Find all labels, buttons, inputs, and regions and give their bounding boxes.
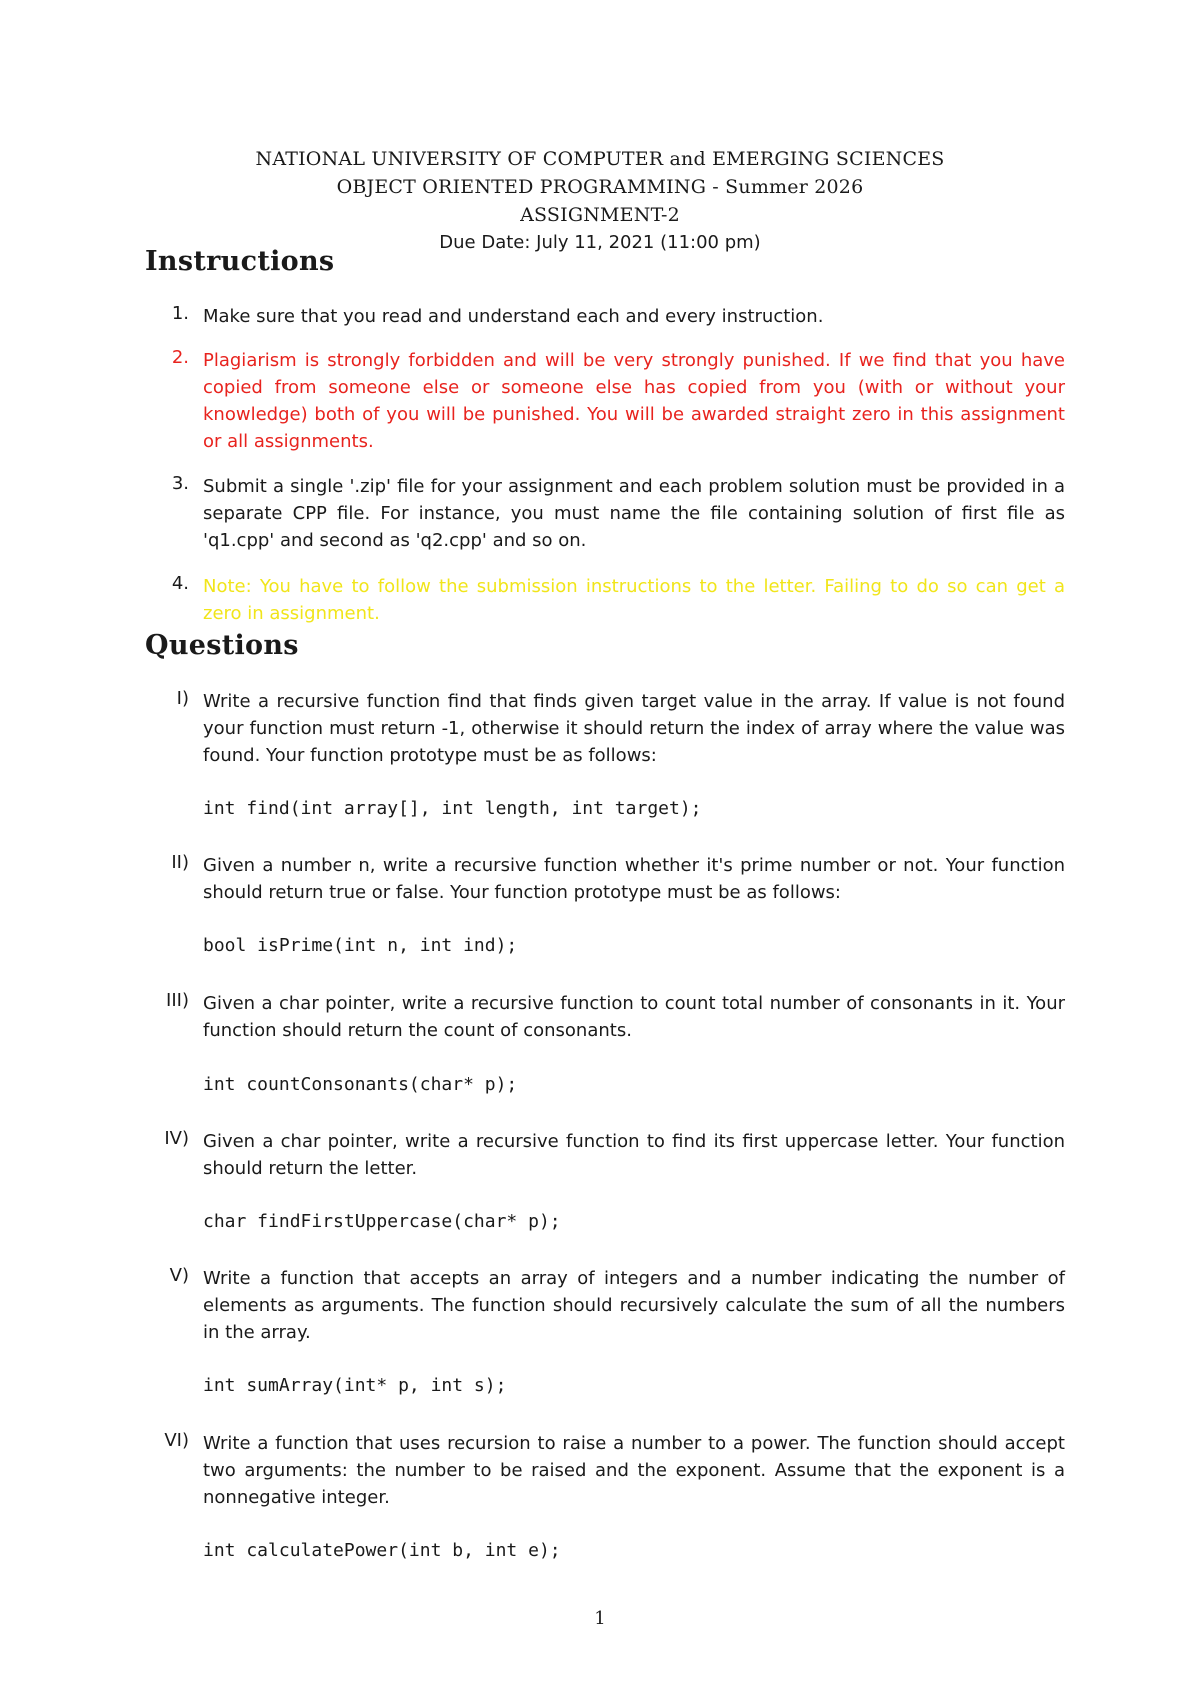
function-prototype: char findFirstUppercase(char* p); <box>203 1211 561 1232</box>
instructions-heading: Instructions <box>145 246 335 277</box>
question-text: Given a char pointer, write a recursive function to find its first uppercase letter. Your function should return the letter. <box>203 1131 1065 1179</box>
instruction-number: 3. <box>171 473 189 494</box>
function-prototype: int sumArray(int* p, int s); <box>203 1375 507 1396</box>
page-number: 1 <box>594 1608 606 1629</box>
university-name: NATIONAL UNIVERSITY OF COMPUTER and EMERGING SCIENCES <box>255 148 945 170</box>
instruction-number: 4. <box>171 573 189 594</box>
instruction-text: Submit a single '.zip' file for your assignment and each problem solution must be provided in a separate CPP file. For instance, you must name the file containing solution of first file as 'q1.cpp' and second as 'q2.cpp' and so on. <box>203 476 1065 551</box>
question-number: VI) <box>164 1430 189 1451</box>
question-number: I) <box>176 688 189 709</box>
question-text: Write a recursive function find that finds given target value in the array. If value is not found your function must return -1, otherwise it should return the index of array where the value was found. Your function prototype must be as follows: <box>203 691 1065 766</box>
question-text: Write a function that uses recursion to raise a number to a power. The function should accept two arguments: the number to be raised and the exponent. Assume that the exponent is a nonnegative integer. <box>203 1433 1065 1508</box>
instruction-text: Note: You have to follow the submission instructions to the letter. Failing to do so can get a zero in assignment. <box>203 576 1065 624</box>
course-title: OBJECT ORIENTED PROGRAMMING - Summer 2026 <box>336 176 864 198</box>
due-date: Due Date: July 11, 2021 (11:00 pm) <box>439 232 761 253</box>
question-text: Given a char pointer, write a recursive function to count total number of consonants in it. Your function should return the count of consonants. <box>203 993 1065 1041</box>
question-number: II) <box>171 852 189 873</box>
question-text: Write a function that accepts an array of integers and a number indicating the number of elements as arguments. The function should recursively calculate the sum of all the numbers in the array. <box>203 1268 1065 1343</box>
instruction-number: 1. <box>171 303 189 324</box>
assignment-title: ASSIGNMENT-2 <box>520 204 680 226</box>
question-number: III) <box>166 990 189 1011</box>
questions-heading: Questions <box>145 630 299 661</box>
question-number: IV) <box>164 1128 189 1149</box>
question-text: Given a number n, write a recursive function whether it's prime number or not. Your function should return true or false. Your function prototype must be as follows: <box>203 855 1065 903</box>
question-number: V) <box>169 1265 189 1286</box>
function-prototype: bool isPrime(int n, int ind); <box>203 935 518 956</box>
instruction-text: Plagiarism is strongly forbidden and will be very strongly punished. If we find that you have copied from someone else or someone else has copied from you (with or without your knowledge) both of you will be punished. You will be awarded straight zero in this assignment or all assignments. <box>203 350 1065 452</box>
instruction-number: 2. <box>171 347 189 368</box>
function-prototype: int calculatePower(int b, int e); <box>203 1540 561 1561</box>
function-prototype: int countConsonants(char* p); <box>203 1074 518 1095</box>
instruction-text: Make sure that you read and understand each and every instruction. <box>203 306 824 327</box>
function-prototype: int find(int array[], int length, int target); <box>203 798 702 819</box>
